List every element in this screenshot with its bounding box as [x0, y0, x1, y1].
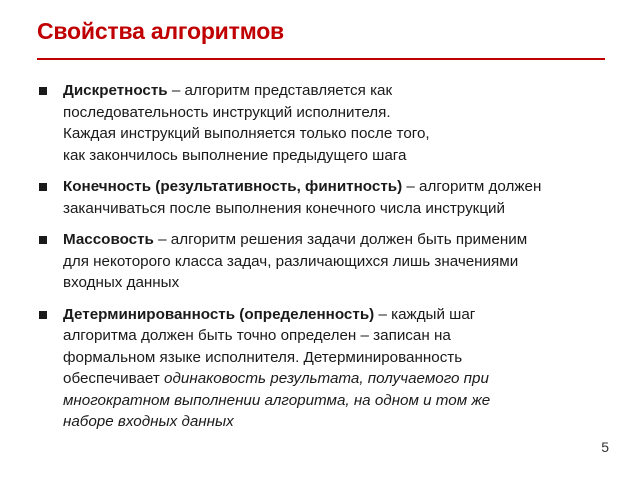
bullet-text: – алгоритм решения задачи должен быть применим — [153, 231, 528, 248]
square-bullet-icon — [39, 236, 47, 244]
term-finiteness: Конечность (результативность, финитность) — [63, 178, 403, 195]
bullet-line: входных данных — [63, 274, 180, 291]
bullet-line — [63, 176, 609, 198]
emphasis-line: многократном выполнении алгоритма, на одном и том же — [63, 391, 491, 409]
term-massiveness: Массовость — [63, 231, 154, 248]
title-underline — [37, 58, 605, 60]
term-determinism: Детерминированность (определенность) — [63, 305, 375, 323]
bullet-text: – алгоритм представляется как — [167, 82, 393, 99]
slide-title: Свойства алгоритмов — [37, 18, 284, 44]
bullet-line — [63, 304, 609, 326]
bullet-line — [63, 229, 609, 251]
square-bullet-icon — [39, 183, 47, 191]
page-number: 5 — [601, 439, 609, 455]
bullet-massiveness — [37, 229, 609, 294]
bullet-text: обеспечивает — [63, 370, 165, 387]
bullet-line: Каждая инструкций выполняется только после того, — [63, 125, 430, 142]
bullet-line: последовательность инструкций исполнителя. — [63, 103, 391, 121]
bullet-determinism — [37, 304, 609, 433]
bullet-line: алгоритма должен быть точно определен – записан на — [63, 327, 451, 344]
term-discreteness: Дискретность — [63, 82, 168, 99]
bullet-discreteness — [37, 80, 609, 166]
square-bullet-icon — [39, 87, 47, 95]
square-bullet-icon — [39, 311, 47, 319]
bullet-line — [63, 368, 609, 390]
bullet-text: – алгоритм должен — [402, 178, 542, 195]
bullet-line: для некоторого класса задач, различающихся лишь значениями — [63, 252, 519, 270]
bullet-finiteness — [37, 176, 609, 219]
emphasis-line: наборе входных данных — [63, 413, 234, 430]
bullet-list — [37, 80, 609, 443]
bullet-line: формальном языке исполнителя. Детерминированность — [63, 348, 463, 366]
bullet-line — [63, 80, 609, 102]
bullet-line: как закончилось выполнение предыдущего шага — [63, 146, 407, 164]
bullet-line: заканчиваться после выполнения конечного числа инструкций — [63, 199, 505, 217]
bullet-text: – каждый шаг — [374, 305, 476, 323]
emphasis-text: одинаковость результата, получаемого при — [164, 370, 489, 387]
